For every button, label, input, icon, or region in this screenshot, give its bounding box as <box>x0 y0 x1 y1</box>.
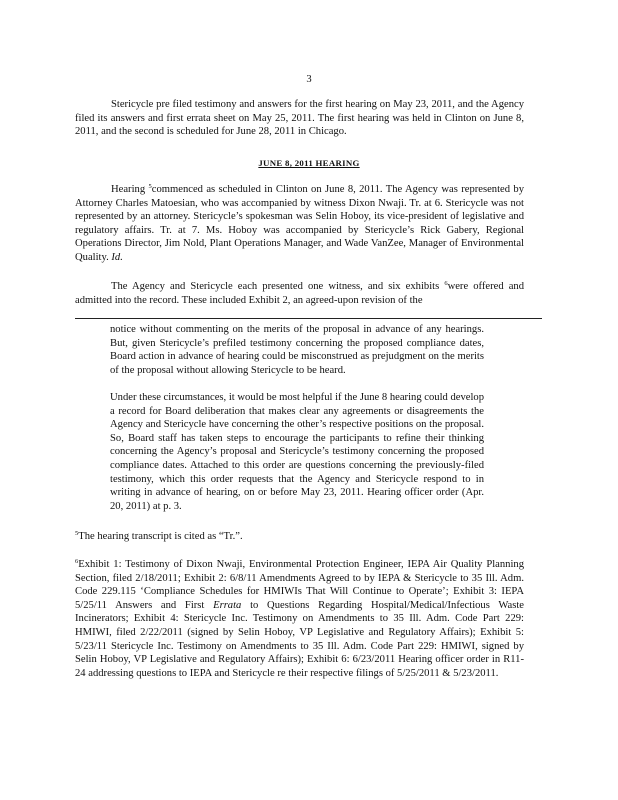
footnote-6-text <box>75 558 524 680</box>
footnote-ref-5: 5 <box>148 183 152 190</box>
paragraph-hearing-text <box>75 183 524 265</box>
footnote-5-text <box>75 530 524 544</box>
paragraph-hearing <box>75 183 524 265</box>
footnote-5 <box>75 530 524 544</box>
footnote-6 <box>75 558 524 680</box>
footnote-5-number: 5 <box>75 530 79 537</box>
paragraph-exhibits-body: were offered and admitted into the record. These included Exhibit 2, an agreed-upon revision of the <box>75 281 524 306</box>
footnote-6-body-a: Exhibit 1: Testimony of Dixon Nwaji, Environmental Protection Engineer, IEPA Air Quality Planning Section, filed 2/18/2011; Exhibit 2: 6/8/11 Amendments Agreed to by IEPA & Stericycle to 35 Ill. Adm. Code 229.115 ‘Compliance Schedules for HMIWIs That Will Continue to Operate’; Exhibit 3: IEPA 5/25/11 Answers and First <box>75 559 524 611</box>
paragraph-filings-text: Stericycle pre filed testimony and answers for the first hearing on May 23, 2011, and the Agency filed its answers and first errata sheet on May 25, 2011. The first hearing was held in Clinton on June 8, 2011, and the second is scheduled for June 28, 2011 in Chicago. <box>75 99 524 138</box>
paragraph-exhibits <box>75 280 524 307</box>
citation-id: Id. <box>111 251 123 263</box>
footnote-6-number: 6 <box>75 558 79 565</box>
page-number: 3 <box>306 74 312 85</box>
paragraph-hearing-lead: Hearing <box>111 184 146 195</box>
block-quote-notice: notice without commenting on the merits of the proposal in advance of any hearings. But, given Stericycle’s prefiled testimony concerning the proposed compliance dates, Board action in advance of hearing could be misconstrued as prejudgment on the merits of the proposal without allowing Stericycle to be heard. <box>110 324 484 376</box>
section-heading <box>0 157 618 171</box>
paragraph-exhibits-lead: The Agency and Stericycle each presented one witness, and six exhibits <box>111 281 440 292</box>
footnote-6-body-b: to Questions Regarding Hospital/Medical/Infectious Waste Incinerators; Exhibit 4: Stericycle Inc. Testimony on Amendments to 35 Ill. Adm. Code Part 229: HMIWI, filed 2/22/2011 (signed by Selin Hoboy, VP Legislative and Regulatory Affairs); Exhibit 5: 5/23/11 Stericycle Inc. Testimony on Amendments to 35 Ill. Adm. Code Part 229: HMIWI, signed by Selin Hoboy, VP Legislative and Regulatory Affairs); Exhibit 6: 6/23/2011 Hearing officer order in R11-24 addressing questions to IEPA and Stericycle re their respective filings of 5/25/2011 & 5/23/2011. <box>75 599 525 679</box>
paragraph-hearing-body: commenced as scheduled in Clinton on June 8, 2011. The Agency was represented by Attorney Charles Matoesian, who was accompanied by witness Dixon Nwaji. Tr. at 6. Stericycle was not represented by an attorney. Stericycle’s spokesman was Selin Hoboy, its vice-president of legislative and regulatory affairs. Tr. at 7. Ms. Hoboy was accompanied by Stericycle’s Rick Gabery, Regional Operations Director, Jim Nold, Plant Operations Manager, and Wade VanZee, Manager of Environmental Quality. <box>75 184 525 263</box>
footnote-5-body: The hearing transcript is cited as “Tr.”. <box>78 531 243 542</box>
section-heading-text: JUNE 8, 2011 HEARING <box>258 158 360 168</box>
footnote-ref-6: 6 <box>444 280 448 287</box>
footnote-6-errata: Errata <box>213 599 242 611</box>
block-quote-circumstances: Under these circumstances, it would be most helpful if the June 8 hearing could develop a record for Board deliberation that makes clear any agreements or disagreements the Agency and Stericycle have concerning the other’s respective positions on the proposal. So, Board staff has taken steps to encourage the participants to refine their thinking concerning the Agency’s proposal and Stericycle’s testimony concerning the proposed compliance dates. Attached to this order are questions concerning the previously-filed testimony, which this order requests that the Agency and Stericycle respond to in writing in advance of hearing, on or before May 23, 2011. Hearing officer order (Apr. 20, 2011) at p. 3. <box>110 392 484 512</box>
paragraph-filings <box>75 98 524 139</box>
footnote-divider <box>75 318 542 319</box>
paragraph-exhibits-text <box>75 280 524 307</box>
